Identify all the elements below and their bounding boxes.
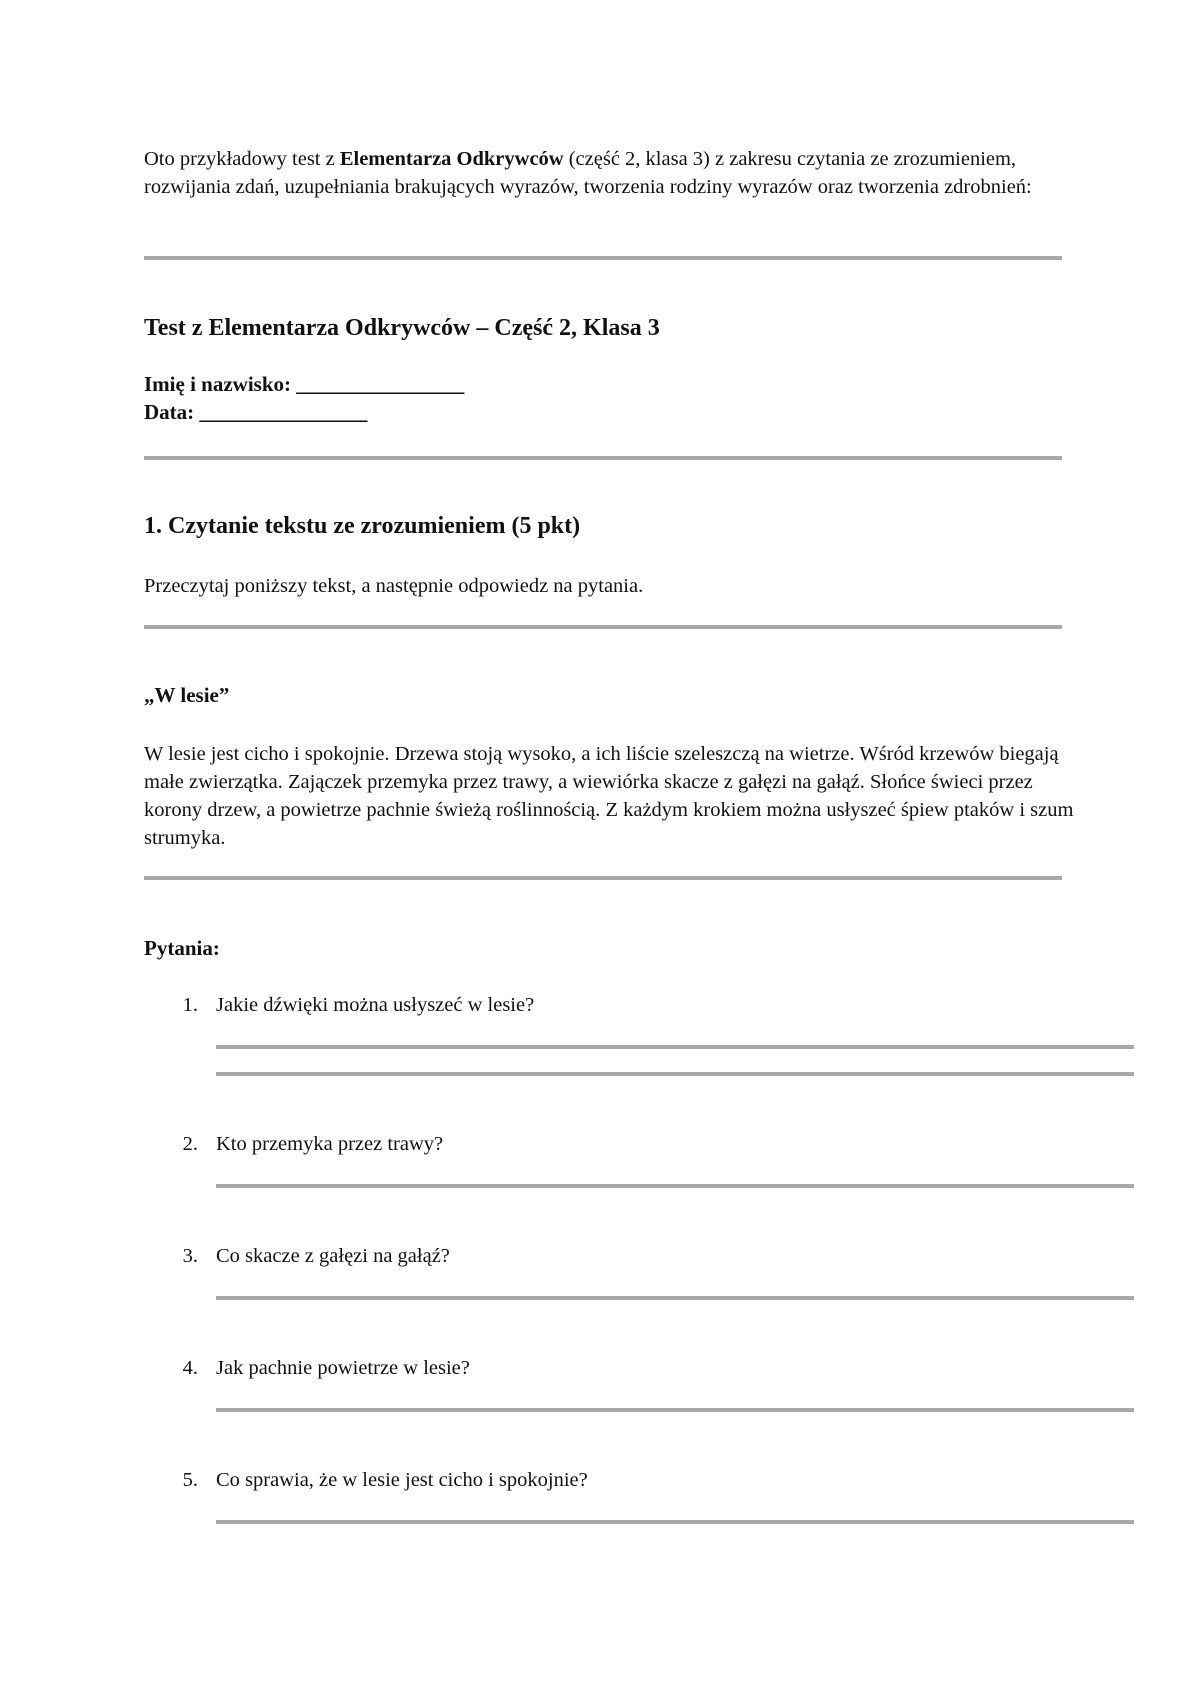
question-number: 5.: [182, 1469, 198, 1491]
name-field: Imię i nazwisko: ________________: [144, 372, 465, 396]
section-instruction: Przeczytaj poniższy tekst, a następnie odpowiedz na pytania.: [144, 575, 644, 597]
questions-label: Pytania:: [144, 936, 220, 960]
divider: [144, 456, 1062, 460]
question-number: 4.: [182, 1357, 198, 1379]
question-number: 2.: [182, 1133, 198, 1155]
answer-line[interactable]: [216, 1072, 1134, 1076]
answer-line[interactable]: [216, 1296, 1134, 1300]
story-title: „W lesie”: [144, 683, 230, 707]
question-text: Jak pachnie powietrze w lesie?: [216, 1357, 470, 1379]
divider: [144, 256, 1062, 260]
intro-paragraph: [144, 145, 1084, 201]
story-text: W lesie jest cicho i spokojnie. Drzewa stoją wysoko, a ich liście szeleszczą na wietrze. Wśród krzewów biegają małe zwierzątka. Zajączek przemyka przez trawy, a wiewiórka skacze z gałęzi na gałąź. Słońce świeci przez korony drzew, a powietrze pachnie świeżą roślinnością. Z każdym krokiem można usłyszeć śpiew ptaków i szum strumyka.: [144, 743, 1074, 849]
test-title: Test z Elementarza Odkrywców – Część 2, Klasa 3: [144, 315, 660, 341]
answer-line[interactable]: [216, 1045, 1134, 1049]
divider: [144, 625, 1062, 629]
question-number: 1.: [182, 994, 198, 1016]
question-text: Co sprawia, że w lesie jest cicho i spokojnie?: [216, 1469, 588, 1491]
question-number: 3.: [182, 1245, 198, 1267]
question-text: Kto przemyka przez trawy?: [216, 1133, 444, 1155]
date-field: Data: ________________: [144, 400, 368, 424]
answer-line[interactable]: [216, 1184, 1134, 1188]
answer-line[interactable]: [216, 1408, 1134, 1412]
intro-text-after: (część 2, klasa 3) z zakresu czytania ze zrozumieniem, rozwijania zdań, uzupełniania brakujących wyrazów, tworzenia rodziny wyrazów oraz tworzenia zdrobnień:: [144, 148, 1032, 198]
section-heading: 1. Czytanie tekstu ze zrozumieniem (5 pkt): [144, 513, 581, 539]
question-text: Co skacze z gałęzi na gałąź?: [216, 1245, 450, 1267]
divider: [144, 876, 1062, 880]
question-text: Jakie dźwięki można usłyszeć w lesie?: [216, 994, 535, 1016]
intro-text-before: Oto przykładowy test z: [144, 148, 340, 170]
answer-line[interactable]: [216, 1520, 1134, 1524]
intro-book-title: Elementarza Odkrywców: [339, 148, 564, 170]
